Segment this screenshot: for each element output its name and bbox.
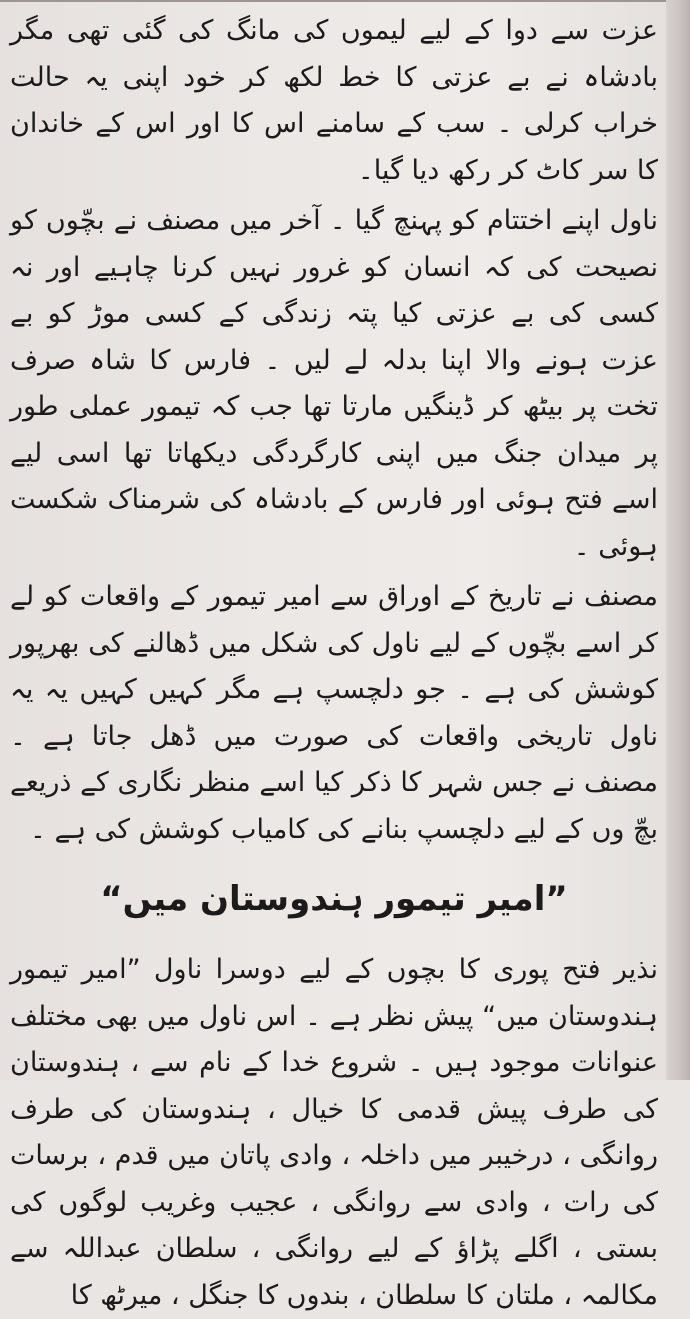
paragraph-1: عزت سے دوا کے لیے لیموں کی مانگ کی گئی تھی مگر بادشاہ نے بے عزتی کا خط لکھ کر خود اپنی یہ حالت خراب کرلی ۔ سب کے سامنے اس کا اور اس کے خاندان کا سر کاٹ کر رکھ دیا گیا۔ <box>10 15 658 186</box>
section-heading: ”امیر تیمور ہندوستان میں“ <box>100 879 568 919</box>
paragraph-2: ناول اپنے اختتام کو پہنچ گیا ۔ آخر میں مصنف نے بچّوں کو نصیحت کی کہ انسان کو غرور نہیں کرنا چاہیے اور نہ کسی کی بے عزتی کیا پتہ زندگی کے کسی موڑ کو بے عزت ہونے والا اپنا بدلہ لے لیں ۔ فارس کا شاہ صرف تخت پر بیٹھ کر ڈینگیں مارتا تھا جب کہ تیمور عملی طور پر میدان جنگ میں اپنی کارگردگی دیکھاتا تھا اسی لیے اسے فتح ہوئی اور فارس کے بادشاہ کی شرمناک شکست ہوئی ۔ <box>10 205 658 562</box>
paragraph-3: مصنف نے تاریخ کے اوراق سے امیر تیمور کے واقعات کو لے کر اسے بچّوں کے لیے ناول کی شکل میں ڈھالنے کی بھرپور کوشش کی ہے ۔ جو دلچسپ ہے مگر کہیں کہیں یہ یہ ناول تاریخی واقعات کی صورت میں ڈھل جاتا ہے ۔ مصنف نے جس شہر کا ذکر کیا اسے منظر نگاری کے ذریعے بچّ وں کے لیے دلچسپ بنانے کی کامیاب کوشش کی ہے ۔ <box>10 581 658 845</box>
page-top-edge <box>0 0 666 2</box>
book-spine-shadow <box>666 0 690 1080</box>
paragraph-4: نذیر فتح پوری کا بچوں کے لیے دوسرا ناول ”امیر تیمور ہندوستان میں“ پیش نظر ہے ۔ اس ناول میں بھی مختلف عنوانات موجود ہیں ۔ شروع خدا کے نام سے ، ہندوستان کی طرف پیش قدمی کا خیال ، ہندوستان کی طرف روانگی ، درخیبر میں داخلہ ، وادی پاتان میں قدم ، برسات کی رات ، وادی سے روانگی ، عجیب وغریب لوگوں کی بستی ، اگلے پڑاؤ کے لیے روانگی ، سلطان عبداللہ سے مکالمہ ، ملتان کا سلطان ، بندوں کا جنگل ، میرٹھ کا <box>10 954 658 1311</box>
